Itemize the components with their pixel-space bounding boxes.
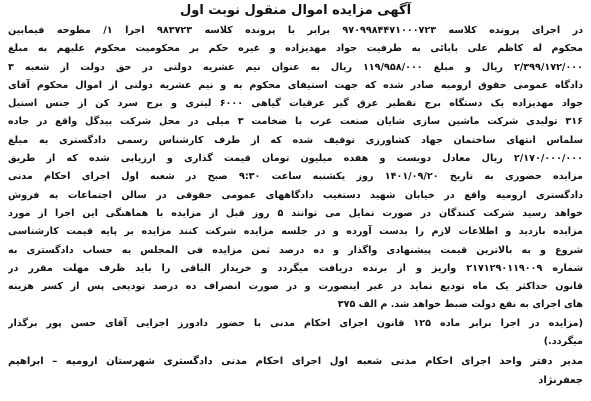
signature-line: مدیر دفتر واحد اجرای احکام مدنی شعبه اول اجرای احکام مدنی دادگستری شهرستان ارومیه – ابراهیم: [8, 356, 583, 368]
notice-line: شماره ۲۱۷۱۲۹۰۱۱۹۰۰۹ واریز و از برنده دریافت میگردد و خریدار الباقی را باید ظرف مهلت مقرر در: [8, 262, 583, 274]
notice-line: در اجرای پرونده کلاسه ۹۷۰۹۹۸۴۴۷۱۰۰۰۷۲۳ برابر با پرونده کلاسه ۹۸۳۷۲۳ اجرا ۱/ مطوحه فیمابین: [8, 25, 583, 36]
notice-line: قانون حداکثر یک ماه تودیع نماید در غیر اینصورت و در صورت انصراف ده درصد تودیعی پس از کسر هزینه: [8, 281, 583, 293]
notice-line: مزایده بازدید و اطلاعات لازم را بدست آورده و در جلسه مزایده شرکت کنند مزایده بر پایه قیمت کارشناسی: [8, 226, 583, 238]
notice-line: میگردد.): [543, 336, 583, 348]
notice-signature: [8, 353, 583, 390]
notice-line: ۳۱۶ تولیدی شرکت ماشین سازی شایان صنعت غرب با ضخامت ۳ میلی در محل شرکت بیدگل واقع در جاده: [8, 116, 583, 128]
notice-line: جواد مهدیزاده یک دستگاه برج تقطیر عرق گیر عرقیات گیاهی ۶۰۰۰ لیتری و برج سرد کن از جنس استیل: [8, 98, 583, 110]
notice-line: (مزایده در اجرا برابر ماده ۱۲۵ قانون اجرای احکام مدنی با حضور دادورز اجرایی آقای حسن پور برگذار: [8, 317, 583, 329]
signature-line: جعفرنژاد: [538, 374, 583, 386]
notice-line: ۲/۳۹۹/۱۷۲/۰۰۰ ریال و مبلغ ۱۱۹/۹۵۸/۰۰۰ ریال به عنوان نیم عشریه دولتی در حق دولت از شعبه ۳: [8, 61, 583, 73]
notice-line: دادگستری ارومیه واقع در خیابان شهید دستغیب دادگاههای عمومی حقوقی در سالن اجتماعات به فروش: [8, 189, 583, 201]
notice-line: ۲/۱۷۰/۰۰۰/۰۰۰ ریال معادل دویست و هفده میلیون تومان قیمت گذاری و ارزیابی شده که از طریق: [8, 153, 583, 165]
notice-line: محکوم له کاظم علی بابائی به طرفیت جواد مهدیزاده و غیره حکم بر محکومیت محکوم علیهم به مبلغ: [8, 43, 583, 55]
notice-line: های اجرای به نفع دولت ضبط خواهد شد. م الف ۳۷۵: [337, 299, 583, 311]
notice-line: مزایده حضوری به تاریخ ۱۴۰۱/۰۹/۲۰ روز یکشنبه ساعت ۹:۳۰ صبح در شعبه اول اجرای احکام مدنی: [8, 171, 583, 183]
notice-line: سلماس انتهای ساختمان جهاد کشاورزی توقیف شده که از طرف کارشناس رسمی دادگستری به مبلغ: [8, 134, 583, 146]
notice-body: [8, 22, 583, 351]
notice-line: دادگاه عمومی حقوق ارومیه صادر شده که جهت استیفای محکوم به و نیم عشریه دولتی از اموال محکوم آقای: [8, 79, 583, 91]
notice-title: آگهی مزایده اموال منقول نوبت اول: [179, 3, 412, 18]
notice-line: شروع و به بالاترین قیمت پیشنهادی واگذار و ده درصد ثمن مزایده فی المجلس به حساب دادگستری به: [8, 244, 583, 256]
notice-line: خواهد رسید شرکت کنندگان در صورت تمایل می توانند ۵ روز قبل از مزایده با هماهنگی این اجرا از مورد: [8, 207, 583, 219]
